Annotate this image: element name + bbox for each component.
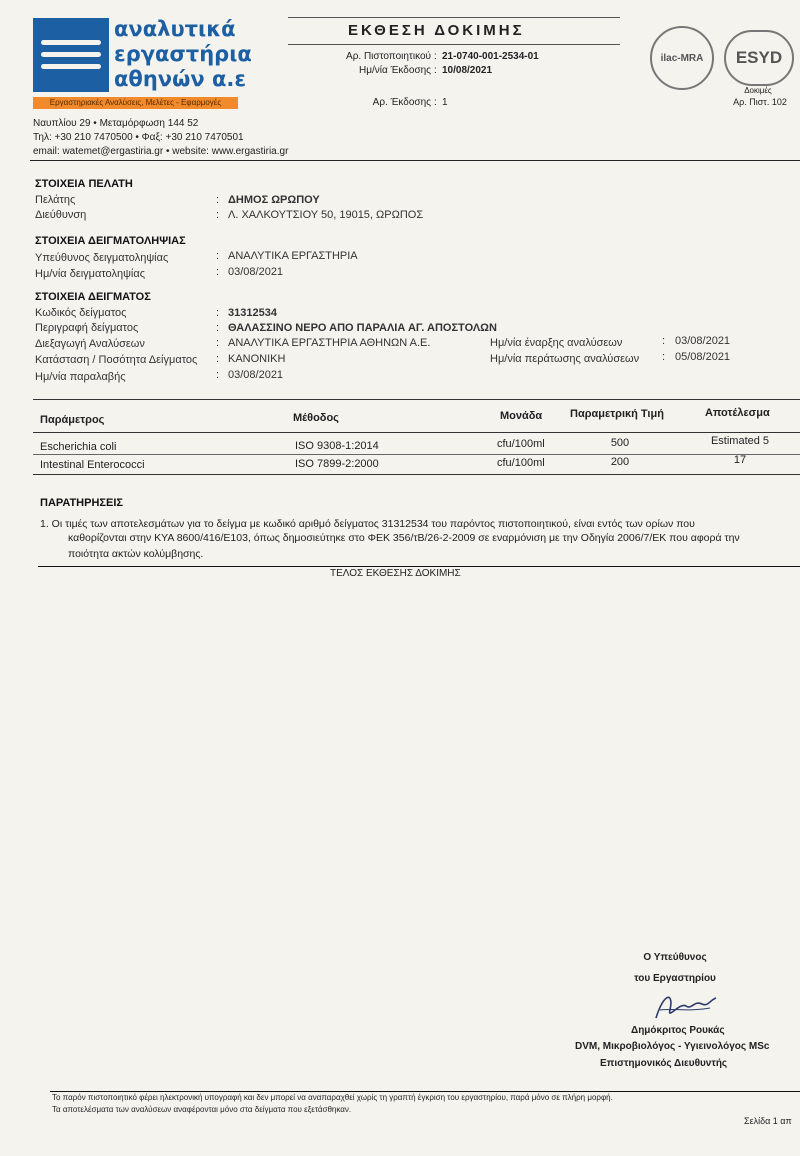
test-report-page: αναλυτικά εργαστήρια αθηνών α.ε Εργαστηριακές Αναλύσεις, Μελέτες - Εφαρμογές Ναυπλίου 29 • Μεταμόρφωση 144 52 Τηλ: +30 210 7470500 • Φαξ: +30 210 7470501 email: watemet@ergastiria.gr • website: www.ergastiria.gr ΕΚΘΕΣΗ ΔΟΚΙΜΗΣ Αρ. Πιστοποιητικού : 21-0740-001-2534-01 Ημ/νία Έκδοσης : 10/08/2021 Αρ. Έκδοσης : 1 ilac-MRA ESYD Δοκιμές Αρ. Πιστ. 102 ΣΤΟΙΧΕΙΑ ΠΕΛΑΤΗ Πελάτης : ΔΗΜΟΣ ΩΡΩΠΟΥ Διεύθυνση : Λ. ΧΑΛΚΟΥΤΣΙΟΥ 50, 19015, ΩΡΩΠΟΣ ΣΤΟΙΧΕΙΑ ΔΕΙΓΜΑΤΟΛΗΨΙΑΣ Υπεύθυνος δειγματοληψίας : ΑΝΑΛΥΤΙΚΑ ΕΡΓΑΣΤΗΡΙΑ Ημ/νία δειγματοληψίας : 03/08/2021 ΣΤΟΙΧΕΙΑ ΔΕΙΓΜΑΤΟΣ Κωδικός δείγματος : 31312534 Περιγραφή δείγματος : ΘΑΛΑΣΣΙΝΟ ΝΕΡΟ ΑΠΟ ΠΑΡΑΛΙΑ ΑΓ. ΑΠΟΣΤΟΛΩΝ Διεξαγωγή Αναλύσεων : ΑΝΑΛΥΤΙΚΑ ΕΡΓΑΣΤΗΡΙΑ ΑΘΗΝΩΝ Α.Ε. Κατάσταση / Ποσότητα Δείγματος : ΚΑΝΟΝΙΚΗ Ημ/νία παραλαβής : 03/08/2021 Ημ/νία έναρξης αναλύσεων : 03/08/2021 Ημ/νία περάτωσης αναλύσεων : 05/08/2021 Παράμετρος Μέθοδος Μονάδα Παραμετρική Τιμή Αποτέλεσμα Escherichia coli ISO 9308-1:2014 cfu/100ml 500 Estimated 5 Intestinal Enterococci ISO 7899-2:2000 cfu/100ml 200 17 ΠΑΡΑΤΗΡΗΣΕΙΣ 1. Οι τιμές των αποτελεσμάτων για το δείγμα με κωδικό αριθμό δείγματος 31312534 του παρόντος πιστοποιητικού, είναι εντός των ορίων που καθορίζονται στην ΚΥΑ 8600/416/Ε103, όπως δημοσιεύτηκε στο ΦΕΚ 356/τΒ/26-2-2009 σε εναρμόνιση με την Οδηγία 2006/7/ΕΚ που αφορά την ποιότητα ακτών κολύμβησης. ΤΕΛΟΣ ΕΚΘΕΣΗΣ ΔΟΚΙΜΗΣ Ο Υπεύθυνος του Εργαστηρίου Δημόκριτος Ρουκάς DVM, Μικροβιολόγος - Υγιεινολόγος MSc Επιστημονικός Διευθυντής Το παρόν πιστοποιητικό φέρει ηλεκτρονική υπογραφή και δεν μπορεί να αναπαραχθεί χωρίς τη γραπτή έγκριση του εργαστηρίου, παρά μόνο σε πλήρη μορφή. Τα αποτελέσματα των αναλύσεων αναφέρονται μόνο στα δείγματα που εξετάσθηκαν. Σελίδα 1 απ: [0, 0, 800, 1156]
signatory-name: Δημόκριτος Ρουκάς: [631, 1025, 725, 1036]
ilac-mra-icon: ilac-MRA: [650, 26, 714, 90]
address-value: Λ. ΧΑΛΚΟΥΤΣΙΟΥ 50, 19015, ΩΡΩΠΟΣ: [228, 209, 424, 221]
signature-role-2: του Εργαστηρίου: [634, 973, 716, 984]
remarks-line-2: καθορίζονται στην ΚΥΑ 8600/416/Ε103, όπως δημοσιεύτηκε στο ΦΕΚ 356/τΒ/26-2-2009 σε εναρμόνιση με την Οδηγία 2006/7/ΕΚ που αφορά την: [68, 532, 740, 544]
sample-desc-value: ΘΑΛΑΣΣΙΝΟ ΝΕΡΟ ΑΠΟ ΠΑΡΑΛΙΑ ΑΓ. ΑΠΟΣΤΟΛΩΝ: [228, 322, 497, 334]
signatory-title-2: Επιστημονικός Διευθυντής: [600, 1058, 728, 1069]
lab-email: email: watemet@ergastiria.gr • website: www.ergastiria.gr: [33, 146, 289, 157]
lab-logo-icon: [33, 18, 109, 92]
footer-note-1: Το παρόν πιστοποιητικό φέρει ηλεκτρονική υπογραφή και δεν μπορεί να αναπαραχθεί χωρίς τη γραπτή έγκριση του εργαστηρίου, παρά μόνο σε πλήρη μορφή.: [52, 1093, 613, 1102]
col-method: Μέθοδος: [293, 412, 339, 424]
cert-no: 21-0740-001-2534-01: [442, 51, 539, 62]
sample-state-label: Κατάσταση / Ποσότητα Δείγματος: [35, 354, 198, 366]
footer-note-2: Τα αποτελέσματα των αναλύσεων αναφέρονται μόνο στα δείγματα που εξετάσθηκαν.: [52, 1105, 352, 1114]
sample-code-value: 31312534: [228, 307, 277, 319]
start-date-value: 03/08/2021: [675, 335, 731, 347]
receipt-date-label: Ημ/νία παραλαβής: [35, 371, 126, 383]
row2-method: ISO 7899-2:2000: [295, 458, 379, 470]
sampler-label: Υπεύθυνος δειγματοληψίας: [35, 252, 169, 264]
end-date-value: 05/08/2021: [675, 351, 731, 363]
esyd-icon: ESYD: [724, 30, 794, 86]
issue-no: 1: [442, 97, 448, 108]
row2-parametric-value: 200: [610, 456, 630, 468]
client-section-title: ΣΤΟΙΧΕΙΑ ΠΕΛΑΤΗ: [35, 178, 133, 190]
remarks-line-1: 1. Οι τιμές των αποτελεσμάτων για το δείγμα με κωδικό αριθμό δείγματος 31312534 του παρόντος πιστοποιητικού, είναι εντός των ορίων που: [40, 518, 695, 530]
col-parametric-value: Παραμετρική Τιμή: [570, 408, 664, 420]
sampling-date-value: 03/08/2021: [228, 266, 284, 278]
col-parameter: Παράμετρος: [40, 414, 105, 426]
signature-image: [650, 988, 720, 1024]
row2-parameter: Intestinal Enterococci: [40, 459, 145, 471]
accreditation-number: Αρ. Πιστ. 102: [733, 97, 787, 107]
lab-address: Ναυπλίου 29 • Μεταμόρφωση 144 52: [33, 118, 199, 129]
sampler-value: ΑΝΑΛΥΤΙΚΑ ΕΡΓΑΣΤΗΡΙΑ: [228, 250, 358, 262]
signatory-title-1: DVM, Μικροβιολόγος - Υγιεινολόγος MSc: [575, 1041, 770, 1052]
analysis-label: Διεξαγωγή Αναλύσεων: [35, 338, 145, 350]
col-unit: Μονάδα: [500, 410, 543, 422]
sample-desc-label: Περιγραφή δείγματος: [35, 322, 139, 334]
client-label: Πελάτης: [35, 194, 76, 206]
start-date-label: Ημ/νία έναρξης αναλύσεων: [490, 337, 623, 349]
row1-result: Estimated 5: [710, 435, 770, 447]
lab-tagline: Εργαστηριακές Αναλύσεις, Μελέτες - Εφαρμογές: [33, 97, 238, 109]
logo-line-3: αθηνών α.ε: [114, 67, 247, 91]
lab-phone: Τηλ: +30 210 7470500 • Φαξ: +30 210 7470501: [33, 132, 244, 143]
row1-method: ISO 9308-1:2014: [295, 440, 379, 452]
remarks-title: ΠΑΡΑΤΗΡΗΣΕΙΣ: [40, 497, 123, 509]
logo-line-1: αναλυτικά: [114, 17, 236, 41]
end-date-label: Ημ/νία περάτωσης αναλύσεων: [490, 353, 640, 365]
page-number: Σελίδα 1 απ: [744, 1116, 792, 1126]
receipt-date-value: 03/08/2021: [228, 369, 284, 381]
row1-unit: cfu/100ml: [497, 438, 545, 450]
report-end: ΤΕΛΟΣ ΕΚΘΕΣΗΣ ΔΟΚΙΜΗΣ: [330, 568, 461, 579]
issue-date-label: Ημ/νία Έκδοσης: [359, 65, 431, 76]
row1-parametric-value: 500: [610, 437, 630, 449]
client-value: ΔΗΜΟΣ ΩΡΩΠΟΥ: [228, 194, 320, 206]
logo-line-2: εργαστήρια: [114, 42, 252, 66]
sampling-date-label: Ημ/νία δειγματοληψίας: [35, 268, 146, 280]
sample-code-label: Κωδικός δείγματος: [35, 307, 127, 319]
address-label: Διεύθυνση: [35, 209, 87, 221]
analysis-value: ΑΝΑΛΥΤΙΚΑ ΕΡΓΑΣΤΗΡΙΑ ΑΘΗΝΩΝ Α.Ε.: [228, 337, 431, 349]
cert-no-label: Αρ. Πιστοποιητικού: [346, 51, 431, 62]
row1-parameter: Escherichia coli: [40, 441, 117, 453]
row2-result: 17: [733, 454, 747, 466]
issue-no-label: Αρ. Έκδοσης: [372, 97, 431, 108]
sample-state-value: ΚΑΝΟΝΙΚΗ: [228, 353, 286, 365]
tests-label: Δοκιμές: [744, 86, 772, 95]
col-result: Αποτέλεσμα: [705, 407, 770, 419]
signature-role-1: Ο Υπεύθυνος: [643, 952, 707, 963]
report-title: ΕΚΘΕΣΗ ΔΟΚΙΜΗΣ: [348, 22, 525, 39]
sample-section-title: ΣΤΟΙΧΕΙΑ ΔΕΙΓΜΑΤΟΣ: [35, 291, 151, 303]
remarks-line-3: ποιότητα ακτών κολύμβησης.: [68, 548, 204, 560]
row2-unit: cfu/100ml: [497, 457, 545, 469]
sampling-section-title: ΣΤΟΙΧΕΙΑ ΔΕΙΓΜΑΤΟΛΗΨΙΑΣ: [35, 235, 186, 247]
issue-date: 10/08/2021: [442, 65, 493, 76]
